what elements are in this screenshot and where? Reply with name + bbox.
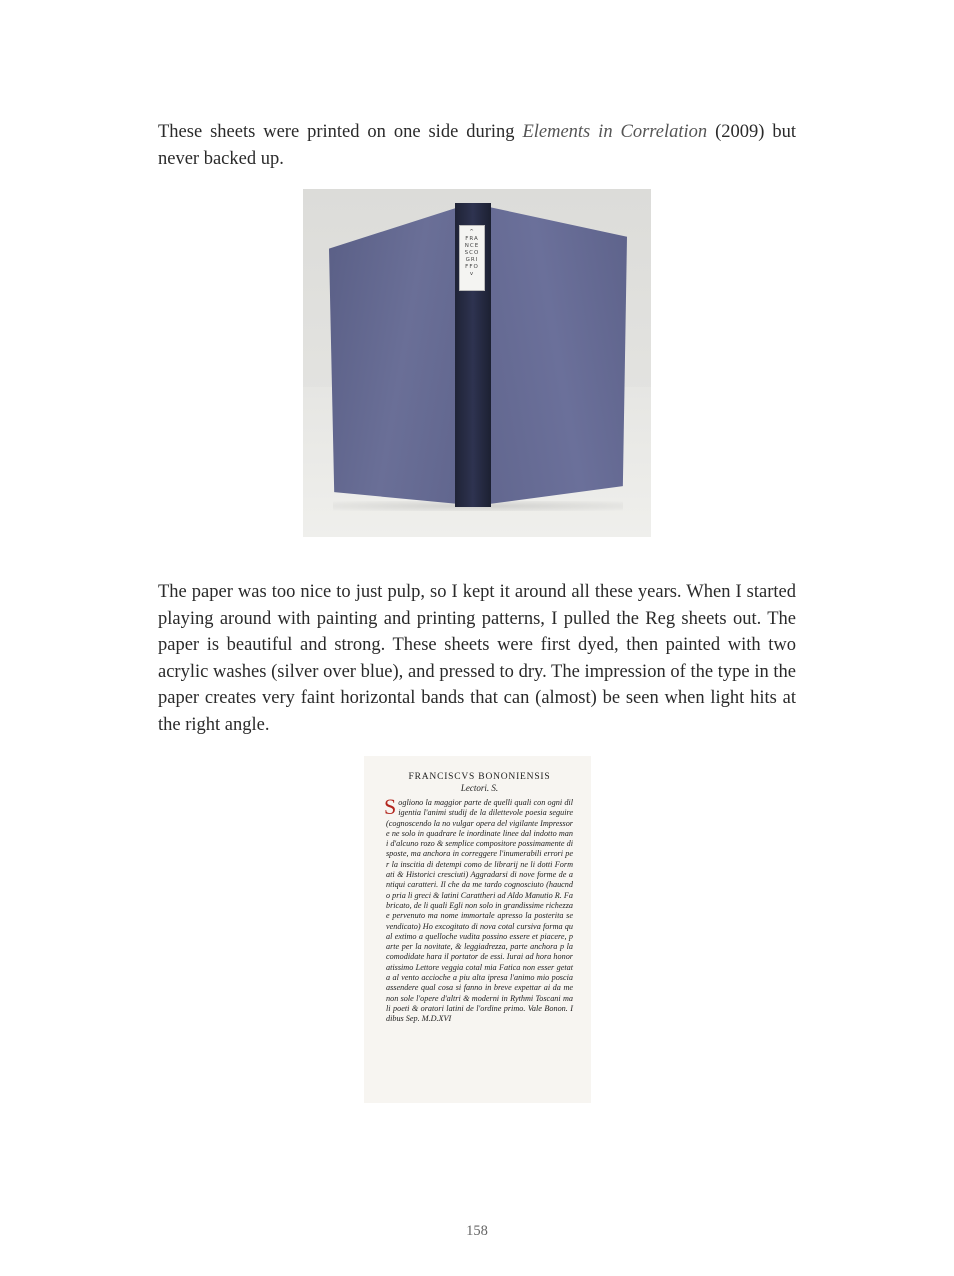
spine-label-line: ^ [469,229,475,235]
specimen-drop-cap: S [384,794,397,819]
spine-label-line: SCO [464,250,480,256]
spine-label [459,225,485,291]
spine-label-line: GRI [465,257,479,263]
page-number: 158 [466,1223,488,1239]
spine-label-line: FRA [465,236,479,242]
specimen-subtitle: Lectori. S. [460,783,499,793]
book-front-board [329,207,459,504]
paragraph-1-text-after: (2009) but never backed up. [158,122,796,169]
type-specimen-photo [364,756,591,1103]
paragraph-1-text-before: These sheets were printed on one side during [158,122,523,142]
blue-book-photo [303,189,651,537]
book-back-board [489,207,627,504]
specimen-body [384,794,573,1025]
specimen-body-text: ogliono la maggior parte de quelli quali con ogni diligentia l'animi studij de la dilettevole poesia seguire (cognoscendo la no vulgar opera del vigilante Impressore ne solo in quadrare le inordinate linee dal indotto mani d'alcuno rozo & semplice compositore possimamente disposte, ma anchora in correggere l'inumerabili errori per la inscitia di detempi como de librarij ne li dotti Formati & Historici cresciuti) Aggradarsi di nove forme de antiqui caratteri. Il che da me tardo cognosciuto (haucndo pria li greci & latini Carattheri ad Aldo Manutio R. Fabricato, de li quali Egli non solo in grandissime richezza e pervenuto ma nome immortale apresso la posterita se vendicato) Ho excogitato di nova cotal cursiva forma qual extimo a quelloche vudita possino essere et piacere, parte per la novitate, & leggiadrezza, parte anchora p la comodidate hara il portator de essi. Iurai ad hora honoratissimo Lettore veggia cotal mia Fatica non esser getata al vento accioche a piu alta ipresa l'animo mio poscia assendere qual cosa si fanno in breve expettar ai da me non sole l'opere d'altri & moderni in Rythmi Toscani ma li poeti & oratori latini de l'ordine primo. Vale Bonon. Idibus Sep. M.D.XVI [386,798,573,1024]
specimen-title: FRANCISCVS BONONIENSIS [408,772,551,782]
paragraph-1 [158,119,796,172]
spine-label-line: v [469,271,475,277]
book-title: Elements in Correlation [522,122,708,142]
paragraph-2: The paper was too nice to just pulp, so I kept it around all these years. When I started playing around with painting and printing patterns, I pulled the Reg sheets out. The paper is beautiful and strong. These sheets were first dyed, then painted with two acrylic washes (silver over blue), and pressed to dry. The impression of the type in the paper creates very faint horizontal bands that can (almost) be seen when light hits at the right angle. [158,582,796,735]
spine-label-line: NCE [464,243,480,249]
spine-label-line: FFO [465,264,479,270]
